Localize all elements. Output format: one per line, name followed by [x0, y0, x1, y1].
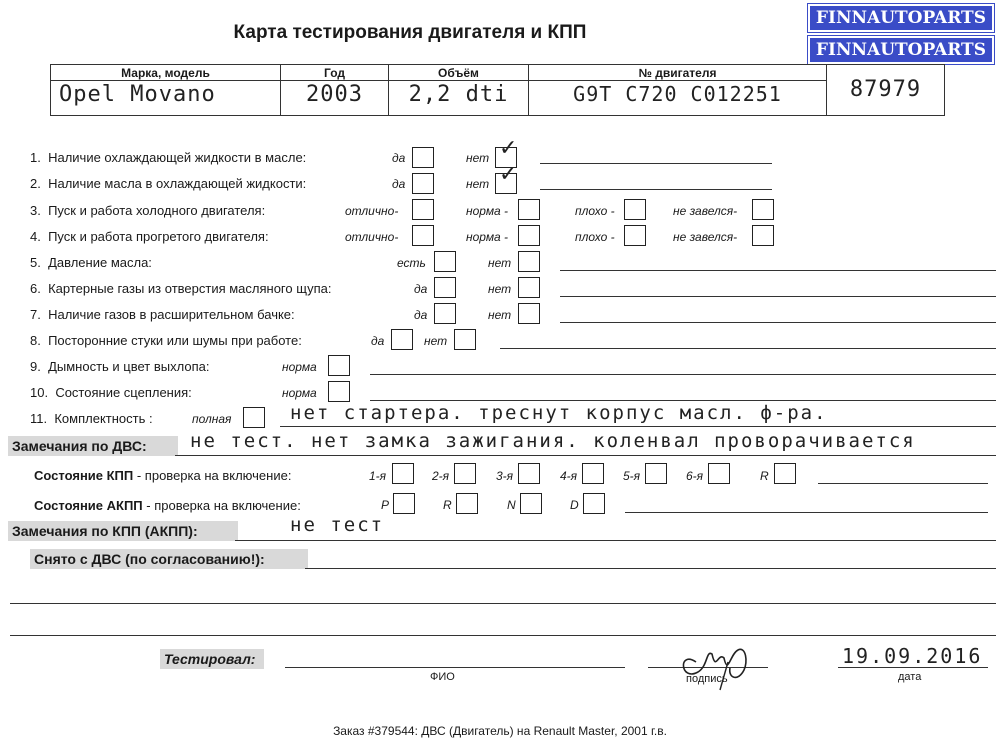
checkbox-q4-bad[interactable]	[624, 225, 646, 246]
checkbox-gear-3[interactable]	[518, 463, 540, 484]
gear-label: 6-я	[686, 469, 704, 483]
question-11: 11. Комплектность :	[30, 411, 153, 426]
answer-line	[175, 455, 996, 456]
checkbox-akpp-d[interactable]	[583, 493, 605, 514]
header-label: Марка, модель	[51, 66, 280, 81]
gear-label: 3-я	[496, 469, 514, 483]
checkbox-gear-r[interactable]	[774, 463, 796, 484]
checkbox-q3-bad[interactable]	[624, 199, 646, 220]
checkbox-q4-normal[interactable]	[518, 225, 540, 246]
question-6: 6. Картерные газы из отверстия масляного щупа:	[30, 281, 332, 296]
gear-label: D	[570, 498, 579, 512]
option-label: есть	[397, 256, 426, 270]
option-label: да	[414, 282, 428, 296]
option-label: норма -	[466, 230, 509, 244]
option-label: отлично-	[345, 230, 399, 244]
fio-label: ФИО	[430, 671, 455, 683]
answer-line	[370, 374, 996, 375]
logo-text-1: FINNAUTOPARTS	[808, 4, 994, 32]
checkbox-akpp-n[interactable]	[520, 493, 542, 514]
answer-line	[560, 322, 996, 323]
answer-line	[10, 603, 996, 604]
checkbox-q5-yes[interactable]	[434, 251, 456, 272]
checkbox-q4-no-start[interactable]	[752, 225, 774, 246]
engine-remarks-label: Замечания по ДВС:	[8, 436, 178, 456]
checkbox-q3-no-start[interactable]	[752, 199, 774, 220]
option-label: да	[414, 308, 428, 322]
answer-line	[370, 400, 996, 401]
header-value: Opel Movano	[59, 82, 216, 107]
question-1: 1. Наличие охлаждающей жидкости в масле:	[30, 150, 307, 165]
checkbox-gear-4[interactable]	[582, 463, 604, 484]
answer-line	[540, 163, 772, 164]
header-value: G9T C720 C012251	[573, 82, 782, 106]
question-4: 4. Пуск и работа прогретого двигателя:	[30, 229, 269, 244]
date-label: дата	[898, 671, 922, 683]
option-label: нет	[466, 151, 490, 165]
option-label: нет	[488, 282, 512, 296]
removed-label: Снято с ДВС (по согласованию!):	[30, 549, 308, 569]
option-label: отлично-	[345, 204, 399, 218]
gear-label: N	[507, 498, 516, 512]
option-label: полная	[192, 412, 232, 426]
checkbox-q7-no[interactable]	[518, 303, 540, 324]
checkbox-akpp-r[interactable]	[456, 493, 478, 514]
gear-label: 2-я	[432, 469, 450, 483]
check-mark-icon: ✓	[499, 162, 518, 187]
header-label: Объём	[389, 66, 528, 81]
checkbox-q8-yes[interactable]	[391, 329, 413, 350]
logo-text-2: FINNAUTOPARTS	[808, 36, 994, 64]
question-3: 3. Пуск и работа холодного двигателя:	[30, 203, 266, 218]
answer-line	[10, 635, 996, 636]
checkbox-q9-normal[interactable]	[328, 355, 350, 376]
brand-logo	[792, 0, 1000, 70]
gear-label: R	[443, 498, 452, 512]
checkbox-q7-yes[interactable]	[434, 303, 456, 324]
gear-label: 1-я	[369, 469, 387, 483]
gear-label: 5-я	[623, 469, 641, 483]
header-label: № двигателя	[529, 66, 826, 81]
fio-line	[285, 667, 625, 668]
gear-label: 4-я	[560, 469, 578, 483]
question-2: 2. Наличие масла в охлаждающей жидкости:	[30, 176, 307, 191]
header-value: 2,2 dti	[408, 82, 509, 107]
header-value: 2003	[306, 82, 363, 107]
signature-label: подпись	[686, 673, 728, 685]
gearbox-remarks-label: Замечания по КПП (АКПП):	[8, 521, 238, 541]
handwritten-engine-remarks: не тест. нет замка зажигания. коленвал проворачивается	[190, 430, 916, 452]
question-8: 8. Посторонние стуки или шумы при работе:	[30, 333, 302, 348]
header-value: 87979	[849, 77, 922, 102]
option-label: нет	[466, 177, 490, 191]
gear-label: P	[381, 498, 390, 512]
checkbox-q3-normal[interactable]	[518, 199, 540, 220]
option-label: да	[392, 151, 406, 165]
checkbox-gear-2[interactable]	[454, 463, 476, 484]
header-cell-year	[281, 65, 389, 115]
question-9: 9. Дымность и цвет выхлопа:	[30, 359, 210, 374]
akpp-state: Состояние АКПП - проверка на включение:	[34, 498, 301, 513]
header-cell-id	[827, 65, 944, 115]
option-label: да	[392, 177, 406, 191]
handwritten-gearbox-remarks: не тест	[290, 514, 385, 536]
kpp-state: Состояние КПП - проверка на включение:	[34, 468, 292, 483]
checkbox-q6-yes[interactable]	[434, 277, 456, 298]
option-label: нет	[424, 334, 448, 348]
checkbox-q2-yes[interactable]	[412, 173, 434, 194]
header-cell-model	[51, 65, 281, 115]
vehicle-header-table	[50, 64, 945, 116]
question-7: 7. Наличие газов в расширительном бачке:	[30, 307, 295, 322]
check-mark-icon: ✓	[499, 136, 518, 161]
option-label: норма -	[466, 204, 509, 218]
answer-line	[818, 483, 988, 484]
order-caption: Заказ #379544: ДВС (Двигатель) на Renault Master, 2001 г.в.	[333, 724, 667, 738]
tested-label: Тестировал:	[160, 649, 264, 669]
checkbox-q10-normal[interactable]	[328, 381, 350, 402]
option-label: плохо -	[575, 230, 615, 244]
option-label: норма	[282, 360, 317, 374]
header-cell-volume	[389, 65, 529, 115]
checkbox-gear-6[interactable]	[708, 463, 730, 484]
checkbox-gear-1[interactable]	[392, 463, 414, 484]
gear-label: R	[760, 469, 769, 483]
header-label: Год	[281, 66, 388, 81]
option-label: не завелся-	[673, 230, 738, 244]
answer-line	[500, 348, 996, 349]
answer-line	[625, 512, 988, 513]
option-label: норма	[282, 386, 317, 400]
option-label: плохо -	[575, 204, 615, 218]
checkbox-akpp-p[interactable]	[393, 493, 415, 514]
answer-line	[280, 426, 996, 427]
checkbox-q11-full[interactable]	[243, 407, 265, 428]
answer-line	[560, 296, 996, 297]
header-cell-engine-number	[529, 65, 827, 115]
checkbox-q4-excellent[interactable]	[412, 225, 434, 246]
handwritten-date: 19.09.2016	[842, 644, 983, 668]
checkbox-gear-5[interactable]	[645, 463, 667, 484]
checkbox-q8-no[interactable]	[454, 329, 476, 350]
option-label: не завелся-	[673, 204, 738, 218]
checkbox-q5-no[interactable]	[518, 251, 540, 272]
answer-line	[560, 270, 996, 271]
answer-line	[305, 568, 996, 569]
handwritten-completeness: нет стартера. треснут корпус масл. ф-ра.	[290, 402, 828, 424]
checkbox-q3-excellent[interactable]	[412, 199, 434, 220]
document-title: Карта тестирования двигателя и КПП	[233, 22, 587, 43]
checkbox-q6-no[interactable]	[518, 277, 540, 298]
answer-line	[540, 189, 772, 190]
answer-line	[235, 540, 996, 541]
question-5: 5. Давление масла:	[30, 255, 152, 270]
option-label: нет	[488, 308, 512, 322]
checkbox-q1-yes[interactable]	[412, 147, 434, 168]
option-label: да	[371, 334, 385, 348]
question-10: 10. Состояние сцепления:	[30, 385, 192, 400]
option-label: нет	[488, 256, 512, 270]
